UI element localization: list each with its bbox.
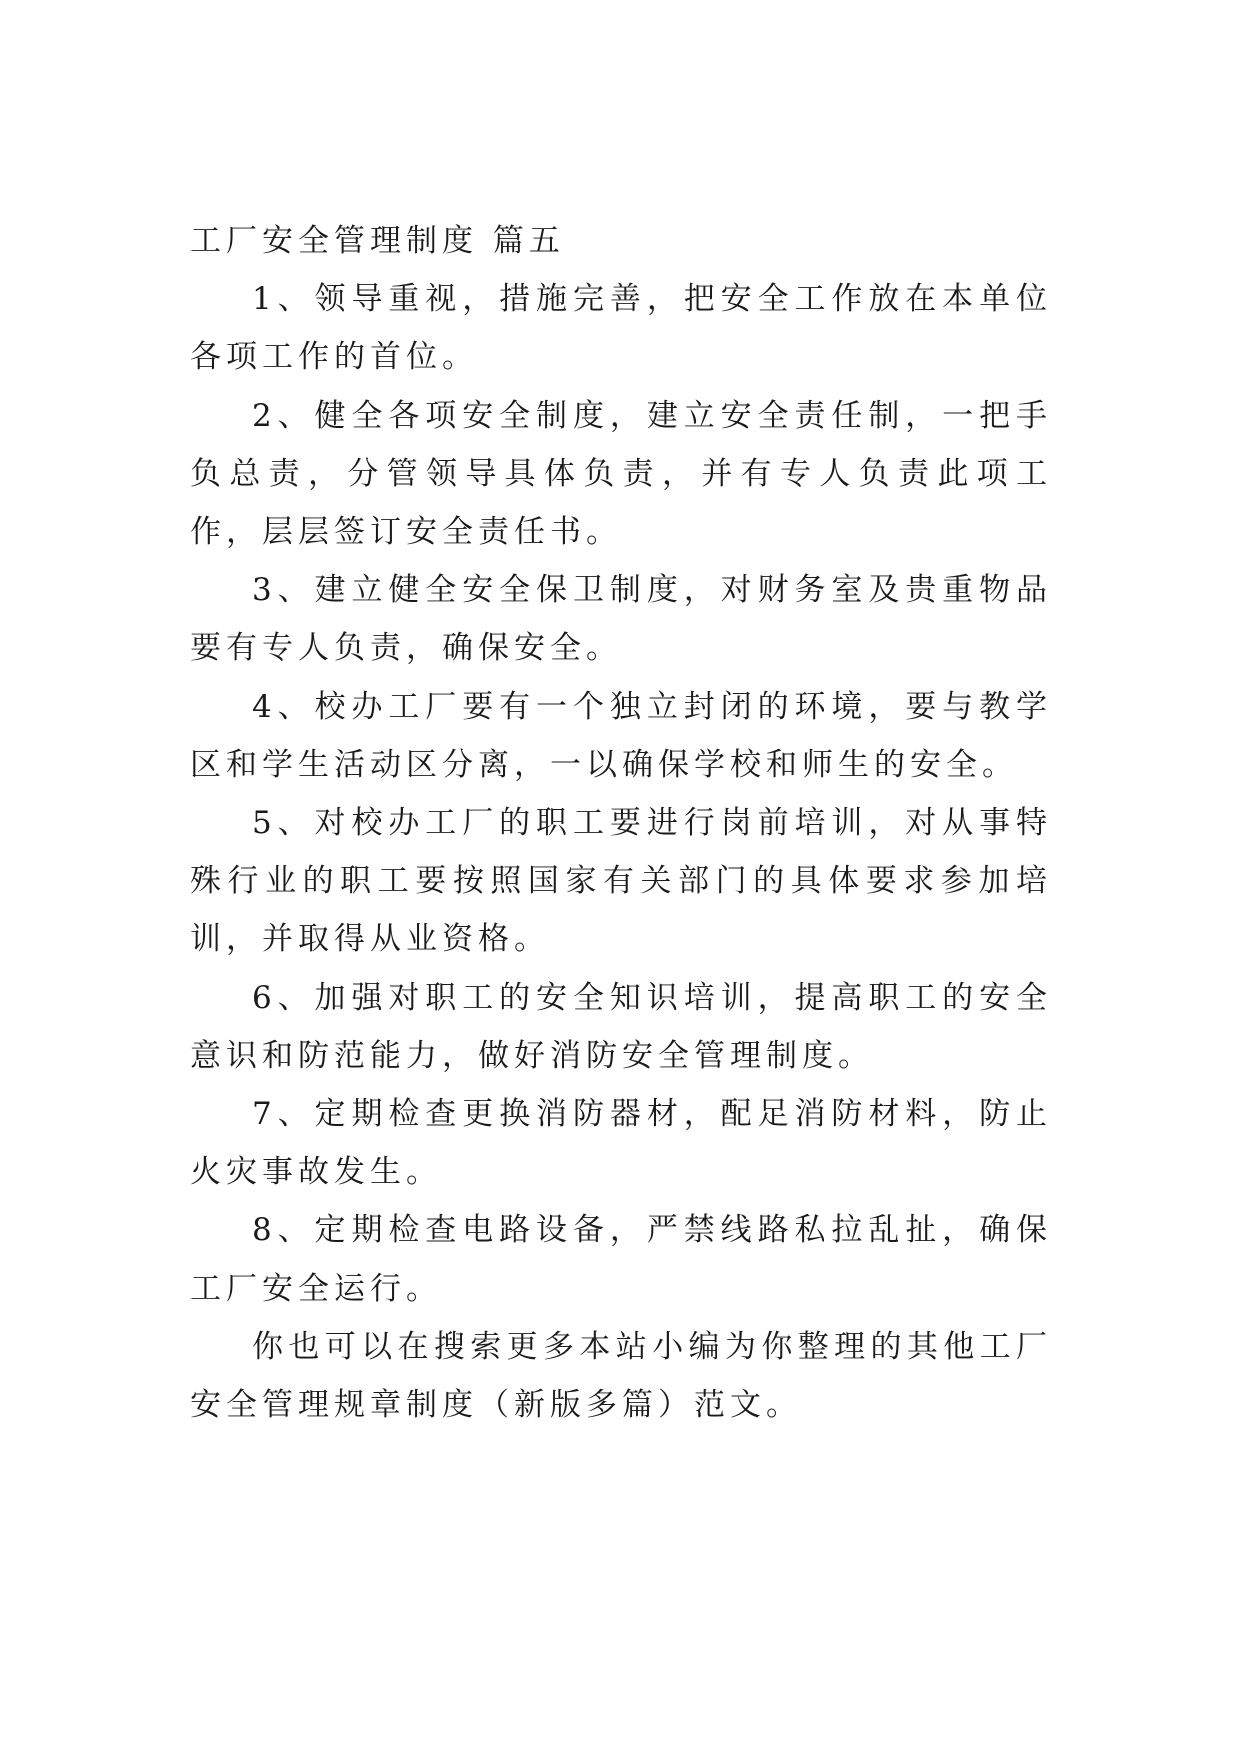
paragraph-4: 4、校办工厂要有一个独立封闭的环境，要与教学区和学生活动区分离，一以确保学校和师生的安全。 [190, 688, 1052, 783]
document-body [190, 212, 1052, 1434]
paragraph-6: 6、加强对职工的安全知识培训，提高职工的安全意识和防范能力，做好消防安全管理制度。 [190, 979, 1052, 1074]
closing-paragraph: 你也可以在搜索更多本站小编为你整理的其他工厂安全管理规章制度（新版多篇）范文。 [190, 1328, 1052, 1424]
paragraph-1: 1、领导重视，措施完善，把安全工作放在本单位各项工作的首位。 [190, 281, 1052, 376]
paragraph-7: 7、定期检查更换消防器材，配足消防材料，防止火灾事故发生。 [190, 1096, 1052, 1191]
document-title: 工厂安全管理制度 篇五 [190, 223, 565, 259]
paragraph-3: 3、建立健全安全保卫制度，对财务室及贵重物品要有专人负责，确保安全。 [190, 572, 1052, 667]
paragraph-2: 2、健全各项安全制度，建立安全责任制，一把手负总责，分管领导具体负责，并有专人负责此项工作，层层签订安全责任书。 [190, 397, 1052, 551]
paragraph-8: 8、定期检查电路设备，严禁线路私拉乱扯，确保工厂安全运行。 [190, 1212, 1052, 1307]
paragraph-5: 5、对校办工厂的职工要进行岗前培训，对从事特殊行业的职工要按照国家有关部门的具体要求参加培训，并取得从业资格。 [190, 805, 1052, 958]
